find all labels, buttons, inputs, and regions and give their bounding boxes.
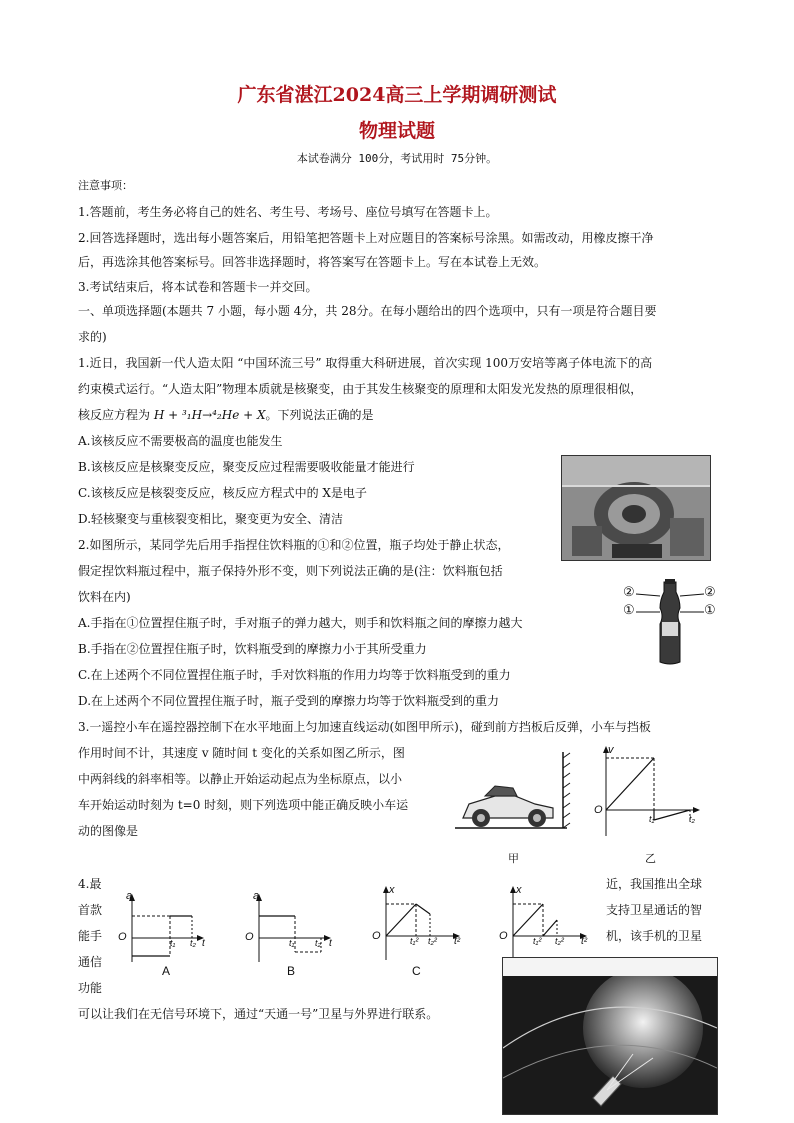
option-d-axis-y: x [516, 884, 522, 896]
vt-t1: t₁ [649, 814, 655, 824]
bottle-mark-1-left: ① [623, 603, 635, 618]
q1-option-a: A.该核反应不需要极高的温度也能发生 [78, 434, 283, 448]
q3-line-3: 中两斜线的斜率相等。以静止开始运动起点为坐标原点，以小 [78, 772, 403, 786]
bottle-mark-2-left: ② [623, 585, 635, 600]
option-graph-a [118, 892, 208, 982]
figure-yi-label: 乙 [645, 853, 656, 865]
option-b-axis-x: t [329, 938, 332, 949]
q1-line-3 [78, 407, 374, 423]
q3-line-2: 作用时间不计，其速度 v 随时间 t 变化的关系如图乙所示，图 [78, 746, 405, 760]
option-d-t1: t₁² [533, 936, 542, 946]
option-b-label: B [287, 964, 296, 978]
tokamak-photo [561, 455, 711, 561]
q4-left-2: 首款 [78, 903, 103, 917]
option-b-t2: t₂ [315, 938, 321, 948]
car-figure [455, 752, 575, 836]
note-2a: 2.回答选择题时，选出每小题答案后，用铅笔把答题卡上对应题目的答案标号涂黑。如需改动，用橡皮擦干净 [78, 231, 654, 245]
option-graph-a-svg [118, 892, 208, 964]
option-graph-b-svg [245, 892, 335, 964]
satellite-photo [502, 957, 718, 1115]
q1-option-b: B.该核反应是核聚变反应，聚变反应过程需要吸收能量才能进行 [78, 460, 415, 474]
satellite-illustration [503, 958, 717, 1114]
tokamak-illustration [562, 456, 710, 560]
q2-line-3: 饮料在内) [78, 590, 131, 604]
option-graph-c [372, 884, 467, 980]
q4-left-3: 能手 [78, 929, 103, 943]
q1-line-2: 约束模式运行。“人造太阳”物理本质就是核聚变，由于其发生核聚变的原理和太阳发光发热的原理很相似， [78, 382, 643, 396]
figure-jia-label: 甲 [508, 853, 519, 865]
option-graph-c-svg [372, 884, 467, 962]
option-a-axis-x: t [202, 938, 205, 949]
q4-right-1: 近，我国推出全球 [606, 877, 703, 891]
exam-info: 本试卷满分 100分，考试用时 75分钟。 [296, 152, 498, 165]
q2-line-1: 2.如图所示，某同学先后用手指捏住饮料瓶的①和②位置，瓶子均处于静止状态， [78, 538, 510, 552]
option-b-origin: O [245, 931, 254, 943]
notes-heading: 注意事项： [78, 179, 133, 192]
option-d-axis-x: t² [581, 936, 588, 947]
vt-graph [592, 744, 702, 840]
vt-graph-svg [592, 744, 702, 840]
note-1: 1.答题前，考生务必将自己的姓名、考生号、考场号、座位号填写在答题卡上。 [78, 205, 498, 219]
option-c-axis-x: t² [454, 936, 461, 947]
q4-right-3: 机，该手机的卫星 [606, 929, 703, 943]
q1-option-c: C.该核反应是核裂变反应，核反应方程式中的 X是电子 [78, 486, 367, 500]
page-title: 广东省湛江2024高三上学期调研测试 [237, 84, 557, 106]
q4-left-5: 功能 [78, 981, 103, 995]
vt-origin: O [594, 804, 603, 816]
option-a-t1: t₁ [170, 938, 176, 948]
page-subtitle: 物理试题 [358, 120, 435, 142]
q3-line-5: 动的图像是 [78, 824, 139, 838]
note-2b: 后，再选涂其他答案标号。回答非选择题时，将答案写在答题卡上。写在本试卷上无效。 [78, 255, 547, 269]
option-b-t1: t₁ [289, 938, 295, 948]
q1-option-d: D.轻核聚变与重核裂变相比，聚变更为安全、清洁 [78, 512, 344, 526]
option-d-origin: O [499, 930, 508, 942]
q4-bottom: 可以让我们在无信号环境下，通过“天通一号”卫星与外界进行联系。 [78, 1007, 439, 1021]
section-1-line-2: 求的) [78, 330, 107, 344]
option-graph-b [245, 892, 335, 982]
option-c-t2: t₂² [428, 936, 437, 946]
option-d-t2: t₂² [555, 936, 564, 946]
section-1-line-1: 一、单项选择题(本题共 7 小题，每小题 4分，共 28分。在每小题给出的四个选项中，只有一项是符合题目要 [78, 304, 657, 318]
q1-line-3a: 核反应方程为 [78, 408, 154, 422]
option-c-t1: t₁² [410, 936, 419, 946]
vt-t2: t₂ [689, 814, 695, 824]
q4-left-4: 通信 [78, 955, 103, 969]
q1-line-3b: 。下列说法正确的是 [265, 408, 374, 422]
q2-option-b: B.手指在②位置捏住瓶子时，饮料瓶受到的摩擦力小于其所受重力 [78, 642, 427, 656]
option-a-axis-y: a [126, 890, 133, 902]
option-a-origin: O [118, 931, 127, 943]
option-c-label: C [412, 964, 421, 978]
bottle-mark-2-right: ② [704, 585, 716, 600]
q1-equation: H + ³₁H→⁴₂He + X [153, 408, 266, 422]
option-c-axis-y: x [389, 884, 395, 896]
q4-right-2: 支持卫星通话的智 [606, 903, 703, 917]
car-illustration [455, 752, 575, 836]
q2-line-2: 假定捏饮料瓶过程中，瓶子保持外形不变，则下列说法正确的是(注：饮料瓶包括 [78, 564, 503, 578]
bottle-figure [620, 578, 720, 668]
note-3: 3.考试结束后，将本试卷和答题卡一并交回。 [78, 280, 318, 294]
q4-left-1: 4.最 [78, 877, 102, 891]
q1-line-1: 1.近日，我国新一代人造太阳 “中国环流三号” 取得重大科研进展，首次实现 100万安培等离子体电流下的高 [78, 356, 653, 370]
q2-option-c: C.在上述两个不同位置捏住瓶子时，手对饮料瓶的作用力均等于饮料瓶受到的重力 [78, 668, 511, 682]
option-graph-d-svg [499, 884, 594, 962]
vt-axis-v: v [608, 744, 614, 756]
q3-line-1: 3.一遥控小车在遥控器控制下在水平地面上匀加速直线运动(如图甲所示)，碰到前方挡板后反弹，小车与挡板 [78, 720, 651, 734]
option-a-t2: t₂ [190, 938, 196, 948]
option-a-label: A [162, 964, 171, 978]
option-c-origin: O [372, 930, 381, 942]
q3-line-4: 车开始运动时刻为 t=0 时刻，则下列选项中能正确反映小车运 [78, 798, 409, 812]
q2-option-d: D.在上述两个不同位置捏住瓶子时，瓶子受到的摩擦力均等于饮料瓶受到的重力 [78, 694, 500, 708]
q2-option-a: A.手指在①位置捏住瓶子时，手对瓶子的弹力越大，则手和饮料瓶之间的摩擦力越大 [78, 616, 523, 630]
option-b-axis-y: a [253, 890, 260, 902]
bottle-mark-1-right: ① [704, 603, 716, 618]
